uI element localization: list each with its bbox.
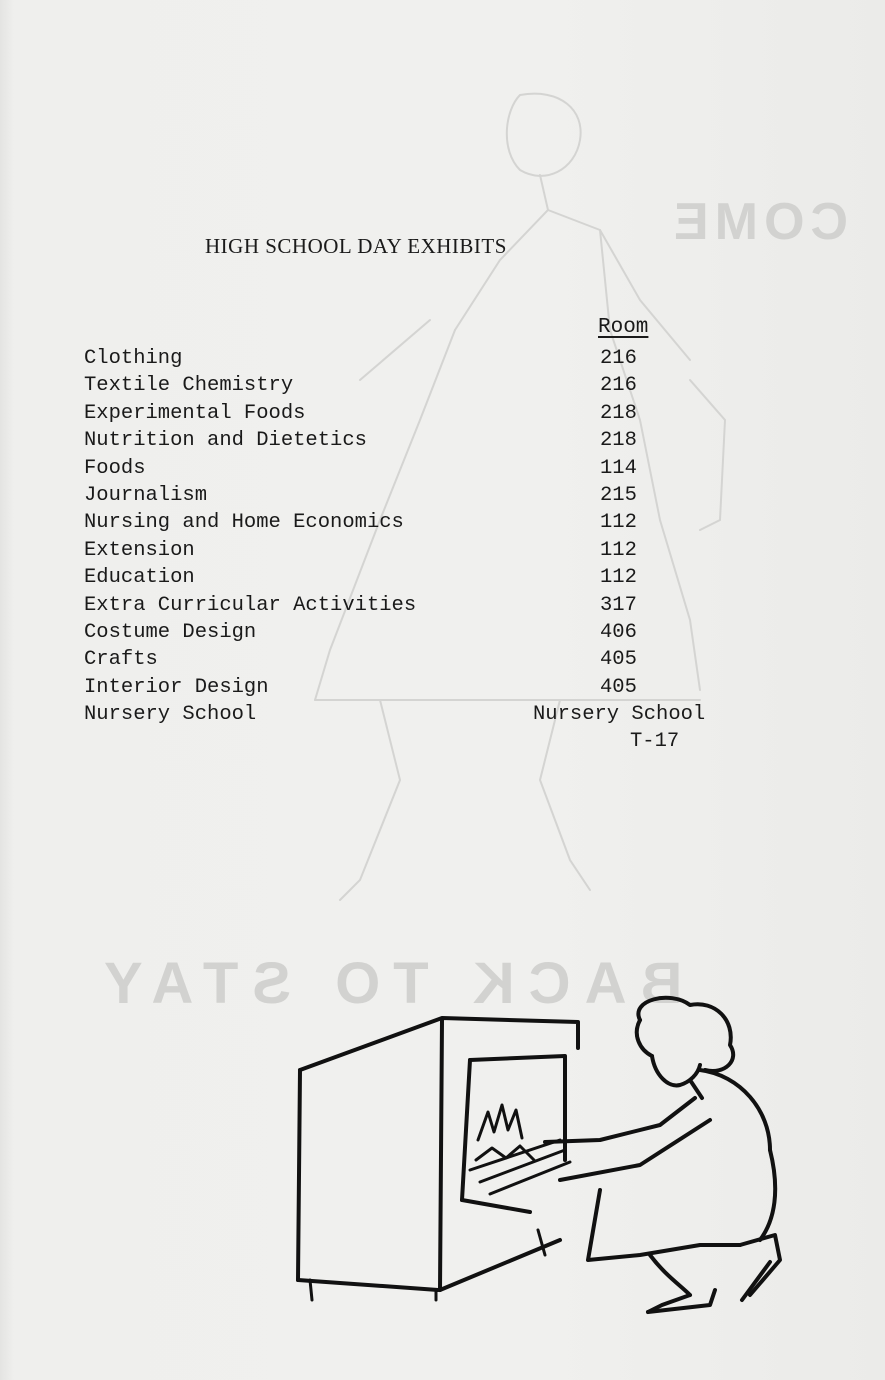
exhibit-room: 405 [600, 648, 637, 672]
exhibit-room: 112 [600, 511, 637, 535]
exhibit-name: Extra Curricular Activities [84, 593, 417, 617]
exhibit-room: 317 [600, 593, 637, 617]
exhibit-room: 405 [600, 675, 637, 699]
exhibit-room: 218 [600, 401, 637, 425]
exhibit-name: Education [84, 566, 195, 590]
exhibit-room: 112 [600, 538, 637, 562]
exhibit-name: Foods [84, 456, 146, 480]
exhibit-name: Experimental Foods [84, 401, 306, 425]
exhibit-room: 216 [600, 347, 637, 370]
exhibit-name: Crafts [84, 648, 158, 672]
show-through-ghost: COME [668, 193, 848, 251]
exhibit-name: Clothing [84, 347, 183, 370]
exhibit-name: Nursing and Home Economics [84, 511, 404, 535]
exhibit-name: Nursery School [84, 703, 257, 727]
exhibit-room: 218 [600, 429, 637, 453]
room-column-header: Room [598, 316, 649, 339]
exhibit-name: Extension [84, 538, 195, 562]
exhibit-name: Costume Design [84, 620, 257, 644]
exhibit-name: Interior Design [84, 675, 269, 699]
page-title: HIGH SCHOOL DAY EXHIBITS [205, 234, 507, 258]
exhibit-room: 112 [600, 566, 637, 590]
exhibit-name: Textile Chemistry [84, 374, 294, 398]
exhibit-room: Nursery School [533, 703, 706, 727]
exhibit-room-line2: T-17 [630, 730, 680, 753]
exhibit-room: 406 [600, 620, 637, 644]
show-through-ghost: BACK TO STAY [90, 951, 683, 1016]
exhibit-room: 216 [600, 374, 637, 398]
exhibit-name: Nutrition and Dietetics [84, 429, 367, 453]
exhibit-name: Journalism [84, 483, 208, 507]
exhibit-room: 114 [600, 456, 637, 480]
exhibit-room: 215 [600, 483, 637, 507]
